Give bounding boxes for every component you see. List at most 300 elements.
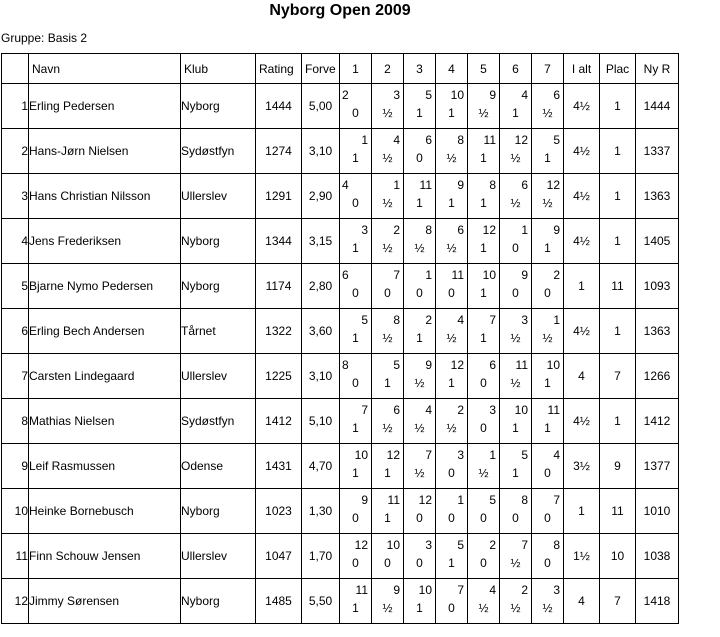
player-new-rating: 1038 xyxy=(636,534,679,579)
opponent-number: 10 xyxy=(354,448,368,462)
game-result: ½ xyxy=(542,196,553,210)
game-result: 1 xyxy=(416,106,423,120)
opponent-number: 3 xyxy=(521,313,528,327)
round-6-cell xyxy=(500,444,532,489)
opponent-number: 11 xyxy=(355,583,368,597)
table-row xyxy=(2,489,679,534)
player-place: 1 xyxy=(600,84,636,129)
player-rating: 1225 xyxy=(256,354,302,399)
opponent-number: 10 xyxy=(418,583,432,597)
opponent-number: 7 xyxy=(553,493,560,507)
game-result: ½ xyxy=(510,151,521,165)
header-rating: Rating xyxy=(256,54,302,84)
player-rating: 1291 xyxy=(256,174,302,219)
round-1-cell xyxy=(340,219,372,264)
opponent-number: 4 xyxy=(457,313,464,327)
game-result: 1 xyxy=(448,106,455,120)
player-new-rating: 1266 xyxy=(636,354,679,399)
standings-table xyxy=(1,53,679,624)
opponent-number: 12 xyxy=(418,493,432,507)
opponent-number: 4 xyxy=(553,448,560,462)
game-result: 0 xyxy=(384,286,391,300)
game-result: ½ xyxy=(478,466,489,480)
player-place: 11 xyxy=(600,264,636,309)
player-name: Leif Rasmussen xyxy=(29,444,181,489)
round-2-cell xyxy=(372,489,404,534)
game-result: 0 xyxy=(512,241,519,255)
player-club: Ullerslev xyxy=(181,354,256,399)
opponent-number: 2 xyxy=(553,268,560,282)
header-nr xyxy=(2,54,29,84)
opponent-number: 9 xyxy=(457,178,464,192)
game-result: 0 xyxy=(416,151,423,165)
player-forve: 1,30 xyxy=(302,489,340,534)
player-total: 4½ xyxy=(564,399,600,444)
round-6-cell xyxy=(500,309,532,354)
game-result: 1 xyxy=(384,511,391,525)
opponent-number: 1 xyxy=(393,178,400,192)
opponent-number: 12 xyxy=(386,448,400,462)
game-result: 1 xyxy=(480,151,487,165)
round-7-cell xyxy=(532,129,564,174)
game-result: 1 xyxy=(352,421,359,435)
game-result: ½ xyxy=(414,241,425,255)
player-new-rating: 1444 xyxy=(636,84,679,129)
game-result: 0 xyxy=(352,196,359,210)
opponent-number: 11 xyxy=(547,403,560,417)
player-rating: 1047 xyxy=(256,534,302,579)
table-header xyxy=(2,54,679,84)
round-6-cell xyxy=(500,264,532,309)
game-result: ½ xyxy=(382,151,393,165)
opponent-number: 9 xyxy=(489,88,496,102)
round-7-cell xyxy=(532,174,564,219)
game-result: ½ xyxy=(542,331,553,345)
header-round-5: 5 xyxy=(468,54,500,84)
game-result: ½ xyxy=(446,241,457,255)
opponent-number: 7 xyxy=(361,403,368,417)
player-club: Nyborg xyxy=(181,84,256,129)
round-1-cell xyxy=(340,444,372,489)
round-4-cell xyxy=(436,264,468,309)
game-result: 1 xyxy=(352,241,359,255)
player-club: Ullerslev xyxy=(181,174,256,219)
game-result: 0 xyxy=(480,421,487,435)
player-new-rating: 1093 xyxy=(636,264,679,309)
game-result: 0 xyxy=(352,286,359,300)
player-club: Odense xyxy=(181,444,256,489)
round-6-cell xyxy=(500,399,532,444)
player-new-rating: 1418 xyxy=(636,579,679,624)
round-3-cell xyxy=(404,84,436,129)
round-7-cell xyxy=(532,579,564,624)
game-result: ½ xyxy=(446,151,457,165)
header-new-rating: Ny R xyxy=(636,54,679,84)
opponent-number: 8 xyxy=(425,223,432,237)
game-result: 1 xyxy=(416,601,423,615)
opponent-number: 12 xyxy=(546,178,560,192)
round-7-cell xyxy=(532,444,564,489)
player-number: 10 xyxy=(2,489,29,534)
game-result: 1 xyxy=(544,421,551,435)
game-result: 1 xyxy=(384,466,391,480)
player-place: 1 xyxy=(600,399,636,444)
opponent-number: 8 xyxy=(489,178,496,192)
round-5-cell xyxy=(468,84,500,129)
opponent-number: 5 xyxy=(425,88,432,102)
game-result: 1 xyxy=(352,601,359,615)
round-2-cell xyxy=(372,174,404,219)
header-round-1: 1 xyxy=(340,54,372,84)
opponent-number: 8 xyxy=(521,493,528,507)
round-7-cell xyxy=(532,534,564,579)
table-row xyxy=(2,129,679,174)
opponent-number: 9 xyxy=(425,358,432,372)
round-7-cell xyxy=(532,264,564,309)
player-place: 1 xyxy=(600,309,636,354)
opponent-number: 4 xyxy=(521,88,528,102)
player-number: 11 xyxy=(2,534,29,579)
game-result: 0 xyxy=(544,286,551,300)
table-row xyxy=(2,354,679,399)
player-rating: 1174 xyxy=(256,264,302,309)
player-rating: 1344 xyxy=(256,219,302,264)
player-total: 1 xyxy=(564,489,600,534)
game-result: 0 xyxy=(416,556,423,570)
game-result: ½ xyxy=(478,601,489,615)
player-name: Finn Schouw Jensen xyxy=(29,534,181,579)
opponent-number: 2 xyxy=(521,583,528,597)
player-place: 1 xyxy=(600,129,636,174)
game-result: 1 xyxy=(512,466,519,480)
round-7-cell xyxy=(532,84,564,129)
header-round-4: 4 xyxy=(436,54,468,84)
player-club: Nyborg xyxy=(181,264,256,309)
opponent-number: 5 xyxy=(361,313,368,327)
round-1-cell xyxy=(340,309,372,354)
player-new-rating: 1010 xyxy=(636,489,679,534)
player-total: 4 xyxy=(564,354,600,399)
player-total: 4½ xyxy=(564,174,600,219)
player-club: Nyborg xyxy=(181,489,256,534)
game-result: 0 xyxy=(448,286,455,300)
round-5-cell xyxy=(468,354,500,399)
player-rating: 1444 xyxy=(256,84,302,129)
round-2-cell xyxy=(372,84,404,129)
opponent-number: 6 xyxy=(521,178,528,192)
opponent-number: 8 xyxy=(342,358,349,372)
player-place: 1 xyxy=(600,174,636,219)
opponent-number: 9 xyxy=(521,268,528,282)
round-6-cell xyxy=(500,84,532,129)
round-5-cell xyxy=(468,579,500,624)
player-rating: 1322 xyxy=(256,309,302,354)
player-forve: 2,90 xyxy=(302,174,340,219)
round-5-cell xyxy=(468,489,500,534)
round-1-cell xyxy=(340,399,372,444)
player-name: Heinke Bornebusch xyxy=(29,489,181,534)
round-4-cell xyxy=(436,174,468,219)
opponent-number: 1 xyxy=(489,448,496,462)
game-result: 0 xyxy=(448,466,455,480)
round-3-cell xyxy=(404,174,436,219)
round-2-cell xyxy=(372,354,404,399)
opponent-number: 11 xyxy=(387,493,400,507)
round-6-cell xyxy=(500,489,532,534)
opponent-number: 3 xyxy=(393,88,400,102)
round-4-cell xyxy=(436,489,468,534)
header-row xyxy=(2,54,679,84)
header-club: Klub xyxy=(181,54,256,84)
round-1-cell xyxy=(340,354,372,399)
round-2-cell xyxy=(372,534,404,579)
player-place: 1 xyxy=(600,219,636,264)
opponent-number: 1 xyxy=(553,313,560,327)
player-name: Erling Pedersen xyxy=(29,84,181,129)
game-result: ½ xyxy=(478,106,489,120)
game-result: ½ xyxy=(510,376,521,390)
opponent-number: 9 xyxy=(553,223,560,237)
round-4-cell xyxy=(436,399,468,444)
opponent-number: 11 xyxy=(419,178,432,192)
opponent-number: 2 xyxy=(425,313,432,327)
player-place: 7 xyxy=(600,579,636,624)
player-rating: 1023 xyxy=(256,489,302,534)
game-result: 0 xyxy=(512,511,519,525)
player-new-rating: 1337 xyxy=(636,129,679,174)
opponent-number: 2 xyxy=(489,538,496,552)
game-result: ½ xyxy=(510,601,521,615)
opponent-number: 8 xyxy=(553,538,560,552)
game-result: ½ xyxy=(382,331,393,345)
round-6-cell xyxy=(500,219,532,264)
round-5-cell xyxy=(468,399,500,444)
game-result: ½ xyxy=(542,601,553,615)
player-forve: 4,70 xyxy=(302,444,340,489)
round-4-cell xyxy=(436,579,468,624)
round-6-cell xyxy=(500,174,532,219)
round-1-cell xyxy=(340,129,372,174)
round-7-cell xyxy=(532,219,564,264)
game-result: ½ xyxy=(382,196,393,210)
opponent-number: 7 xyxy=(457,583,464,597)
opponent-number: 3 xyxy=(489,403,496,417)
opponent-number: 11 xyxy=(515,358,528,372)
opponent-number: 10 xyxy=(482,268,496,282)
player-number: 9 xyxy=(2,444,29,489)
round-7-cell xyxy=(532,354,564,399)
round-3-cell xyxy=(404,309,436,354)
round-2-cell xyxy=(372,309,404,354)
opponent-number: 6 xyxy=(342,268,349,282)
player-place: 11 xyxy=(600,489,636,534)
round-1-cell xyxy=(340,489,372,534)
opponent-number: 10 xyxy=(514,403,528,417)
game-result: 1 xyxy=(448,196,455,210)
player-rating: 1274 xyxy=(256,129,302,174)
game-result: ½ xyxy=(510,331,521,345)
round-4-cell xyxy=(436,534,468,579)
player-place: 7 xyxy=(600,354,636,399)
round-3-cell xyxy=(404,219,436,264)
header-place: Plac xyxy=(600,54,636,84)
round-5-cell xyxy=(468,444,500,489)
game-result: ½ xyxy=(414,421,425,435)
opponent-number: 9 xyxy=(361,493,368,507)
player-new-rating: 1377 xyxy=(636,444,679,489)
opponent-number: 7 xyxy=(521,538,528,552)
opponent-number: 10 xyxy=(386,538,400,552)
game-result: 1 xyxy=(416,196,423,210)
round-3-cell xyxy=(404,264,436,309)
player-rating: 1485 xyxy=(256,579,302,624)
game-result: 1 xyxy=(544,151,551,165)
round-4-cell xyxy=(436,129,468,174)
header-round-2: 2 xyxy=(372,54,404,84)
player-forve: 3,60 xyxy=(302,309,340,354)
table-row xyxy=(2,534,679,579)
table-row xyxy=(2,219,679,264)
game-result: ½ xyxy=(382,421,393,435)
player-number: 6 xyxy=(2,309,29,354)
opponent-number: 2 xyxy=(457,403,464,417)
opponent-number: 2 xyxy=(393,223,400,237)
player-total: 4½ xyxy=(564,84,600,129)
opponent-number: 1 xyxy=(521,223,528,237)
player-club: Nyborg xyxy=(181,219,256,264)
round-5-cell xyxy=(468,129,500,174)
player-total: 4 xyxy=(564,579,600,624)
opponent-number: 1 xyxy=(361,133,368,147)
round-4-cell xyxy=(436,354,468,399)
player-place: 9 xyxy=(600,444,636,489)
round-7-cell xyxy=(532,399,564,444)
player-forve: 3,10 xyxy=(302,354,340,399)
round-7-cell xyxy=(532,309,564,354)
player-total: 4½ xyxy=(564,129,600,174)
player-name: Hans-Jørn Nielsen xyxy=(29,129,181,174)
opponent-number: 6 xyxy=(553,88,560,102)
game-result: 1 xyxy=(416,331,423,345)
game-result: 1 xyxy=(448,556,455,570)
header-round-7: 7 xyxy=(532,54,564,84)
round-2-cell xyxy=(372,129,404,174)
game-result: 1 xyxy=(352,151,359,165)
opponent-number: 4 xyxy=(393,133,400,147)
opponent-number: 3 xyxy=(553,583,560,597)
opponent-number: 4 xyxy=(425,403,432,417)
round-4-cell xyxy=(436,444,468,489)
player-number: 7 xyxy=(2,354,29,399)
opponent-number: 4 xyxy=(489,583,496,597)
game-result: 0 xyxy=(480,556,487,570)
round-3-cell xyxy=(404,129,436,174)
game-result: 1 xyxy=(480,196,487,210)
round-6-cell xyxy=(500,534,532,579)
table-body xyxy=(2,84,679,624)
opponent-number: 8 xyxy=(457,133,464,147)
game-result: 0 xyxy=(352,511,359,525)
opponent-number: 5 xyxy=(489,493,496,507)
opponent-number: 1 xyxy=(425,268,432,282)
player-forve: 5,10 xyxy=(302,399,340,444)
page-title: Nyborg Open 2009 xyxy=(269,2,411,19)
opponent-number: 8 xyxy=(393,313,400,327)
table-row xyxy=(2,264,679,309)
game-result: 0 xyxy=(512,286,519,300)
header-name: Navn xyxy=(29,54,181,84)
round-1-cell xyxy=(340,534,372,579)
player-forve: 3,15 xyxy=(302,219,340,264)
header-forve: Forve xyxy=(302,54,340,84)
opponent-number: 5 xyxy=(457,538,464,552)
game-result: 1 xyxy=(352,466,359,480)
opponent-number: 1 xyxy=(457,493,464,507)
table-row xyxy=(2,84,679,129)
game-result: ½ xyxy=(414,466,425,480)
opponent-number: 7 xyxy=(489,313,496,327)
table-row xyxy=(2,399,679,444)
opponent-number: 6 xyxy=(425,133,432,147)
round-1-cell xyxy=(340,84,372,129)
opponent-number: 5 xyxy=(521,448,528,462)
game-result: 0 xyxy=(544,556,551,570)
opponent-number: 3 xyxy=(457,448,464,462)
player-name: Bjarne Nymo Pedersen xyxy=(29,264,181,309)
round-5-cell xyxy=(468,309,500,354)
game-result: 1 xyxy=(384,376,391,390)
opponent-number: 4 xyxy=(342,178,349,192)
opponent-number: 6 xyxy=(489,358,496,372)
player-number: 4 xyxy=(2,219,29,264)
opponent-number: 3 xyxy=(425,538,432,552)
table-row xyxy=(2,174,679,219)
player-name: Hans Christian Nilsson xyxy=(29,174,181,219)
player-total: 4½ xyxy=(564,309,600,354)
game-result: ½ xyxy=(510,196,521,210)
game-result: ½ xyxy=(542,106,553,120)
table-row xyxy=(2,444,679,489)
round-1-cell xyxy=(340,174,372,219)
round-3-cell xyxy=(404,399,436,444)
round-5-cell xyxy=(468,534,500,579)
round-2-cell xyxy=(372,579,404,624)
game-result: 0 xyxy=(352,556,359,570)
player-name: Jimmy Sørensen xyxy=(29,579,181,624)
game-result: ½ xyxy=(382,106,393,120)
table-row xyxy=(2,579,679,624)
player-new-rating: 1363 xyxy=(636,309,679,354)
round-5-cell xyxy=(468,219,500,264)
game-result: 0 xyxy=(448,511,455,525)
player-club: Sydøstfyn xyxy=(181,129,256,174)
player-new-rating: 1405 xyxy=(636,219,679,264)
game-result: ½ xyxy=(510,556,521,570)
opponent-number: 2 xyxy=(342,88,349,102)
opponent-number: 11 xyxy=(483,133,496,147)
opponent-number: 7 xyxy=(393,268,400,282)
round-6-cell xyxy=(500,129,532,174)
game-result: 0 xyxy=(352,376,359,390)
opponent-number: 9 xyxy=(393,583,400,597)
round-6-cell xyxy=(500,354,532,399)
player-forve: 5,00 xyxy=(302,84,340,129)
game-result: 0 xyxy=(352,106,359,120)
round-3-cell xyxy=(404,579,436,624)
round-6-cell xyxy=(500,579,532,624)
game-result: 1 xyxy=(544,376,551,390)
player-club: Tårnet xyxy=(181,309,256,354)
